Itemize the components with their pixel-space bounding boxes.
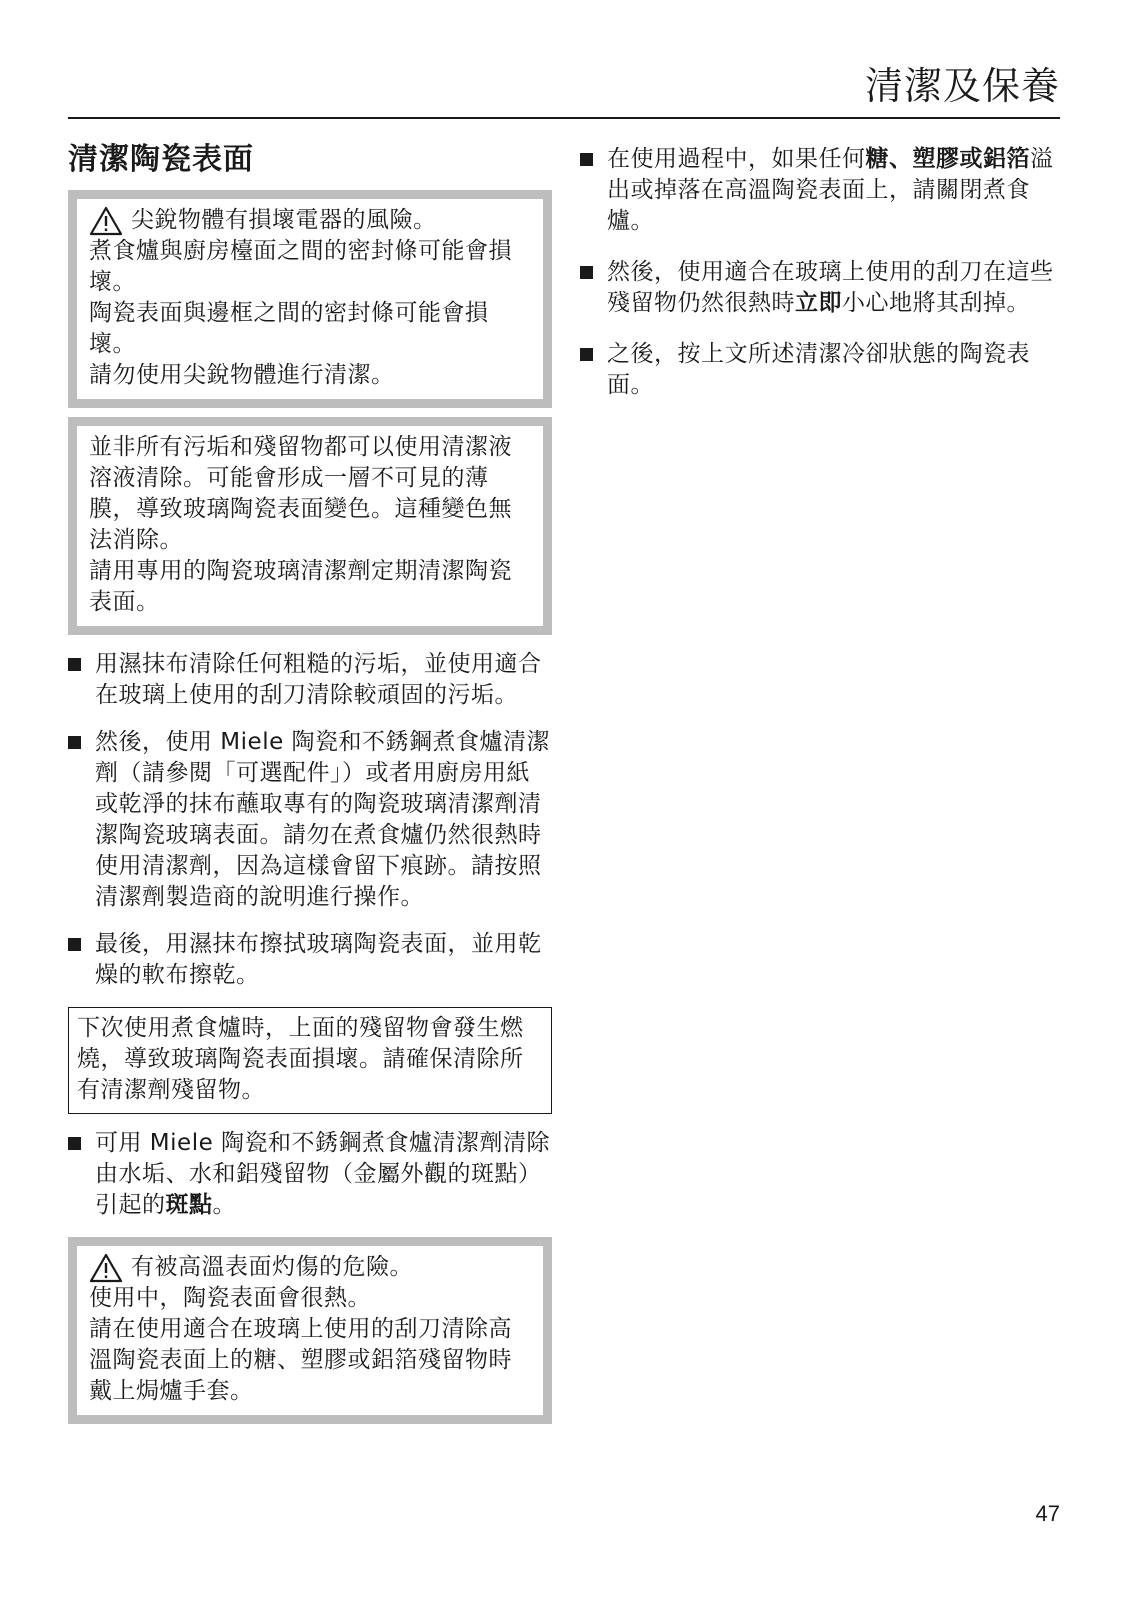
list-item-text: [95, 1128, 552, 1221]
left-column: [68, 140, 552, 1433]
section-title: 清潔陶瓷表面: [68, 142, 254, 177]
list-item-text: [607, 257, 1060, 319]
text-run: 然後，使用適合在玻璃上使用的刮刀在這些殘留物仍然很熱時: [607, 259, 1054, 316]
warning-text: 煮食爐與廚房檯面之間的密封條可能會損壞。: [89, 238, 512, 295]
text-run: 溢出或掉落在高溫陶瓷表面上，請關閉煮食爐。: [607, 146, 1054, 234]
chapter-title: 清潔及保養: [864, 64, 1060, 108]
warning-triangle-icon: [89, 1253, 123, 1283]
page-number: 47: [1035, 1501, 1060, 1526]
bullet-square-icon: [580, 348, 593, 361]
list-item-text: 之後，按上文所述清潔冷卻狀態的陶瓷表面。: [607, 341, 1030, 398]
warning-text: 使用中，陶瓷表面會很熱。: [89, 1285, 371, 1311]
warning-box-burns: [68, 1237, 552, 1424]
note-text: 請用專用的陶瓷玻璃清潔劑定期清潔陶瓷表面。: [89, 558, 512, 615]
header-divider: [68, 117, 1060, 119]
list-item: [68, 929, 552, 991]
list-item: [580, 257, 1060, 319]
bullet-square-icon: [580, 153, 593, 166]
list-item-text: [607, 144, 1060, 237]
warning-text: 請勿使用尖銳物體進行清潔。: [89, 362, 395, 388]
note-box-residue: [68, 1007, 552, 1114]
text-run: 。: [212, 1192, 236, 1218]
list-item-text: 然後，使用 Miele 陶瓷和不銹鋼煮食爐清潔劑（請參閱「可選配件」）或者用廚房用紙或乾淨的抹布蘸取專有的陶瓷玻璃清潔劑清潔陶瓷玻璃表面。請勿在煮食爐仍然很熱時使用清潔劑，因為這樣會留下痕跡。請按照清潔劑製造商的說明進行操作。: [95, 729, 551, 910]
warning-heading-line: [89, 205, 531, 236]
list-item: [68, 649, 552, 711]
list-item: [68, 727, 552, 913]
note-text: 並非所有污垢和殘留物都可以使用清潔液溶液清除。可能會形成一層不可見的薄膜，導致玻璃陶瓷表面變色。這種變色無法消除。: [89, 434, 512, 553]
warning-text: 陶瓷表面與邊框之間的密封條可能會損壞。: [89, 300, 489, 357]
bullet-square-icon: [68, 736, 81, 749]
list-item: [580, 144, 1060, 237]
list-item-text: 最後，用濕抹布擦拭玻璃陶瓷表面，並用乾燥的軟布擦乾。: [95, 931, 542, 988]
text-run: 小心地將其刮掉。: [842, 290, 1030, 316]
bullet-square-icon: [580, 266, 593, 279]
note-box-film: [68, 417, 552, 635]
bullet-square-icon: [68, 658, 81, 671]
bullet-square-icon: [68, 938, 81, 951]
warning-heading-line: [89, 1252, 531, 1283]
warning-text: 請在使用適合在玻璃上使用的刮刀清除高溫陶瓷表面上的糖、塑膠或鋁箔殘留物時戴上焗爐手套。: [89, 1316, 512, 1404]
list-item-text: 用濕抹布清除任何粗糙的污垢，並使用適合在玻璃上使用的刮刀清除較頑固的污垢。: [95, 651, 542, 708]
warning-heading: 有被高溫表面灼傷的危險。: [131, 1254, 413, 1280]
right-column: [580, 144, 1060, 421]
warning-heading: 尖銳物體有損壞電器的風險。: [131, 207, 437, 233]
note-text: 下次使用煮食爐時，上面的殘留物會發生燃燒，導致玻璃陶瓷表面損壞。請確保清除所有清潔劑殘留物。: [77, 1015, 524, 1103]
warning-box-sharp-objects: [68, 190, 552, 408]
bold-term: 斑點: [165, 1192, 213, 1218]
warning-triangle-icon: [89, 206, 123, 236]
bold-term: 糖、塑膠或鋁箔: [865, 146, 1030, 172]
text-run: 可用 Miele 陶瓷和不銹鋼煮食爐清潔劑清除由水垢、水和鋁殘留物（金屬外觀的斑點）引起的: [95, 1130, 551, 1218]
list-item: [580, 339, 1060, 401]
text-run: 在使用過程中，如果任何: [607, 146, 866, 172]
bullet-square-icon: [68, 1137, 81, 1150]
bold-term: 立即: [795, 290, 842, 316]
list-item: [68, 1128, 552, 1221]
